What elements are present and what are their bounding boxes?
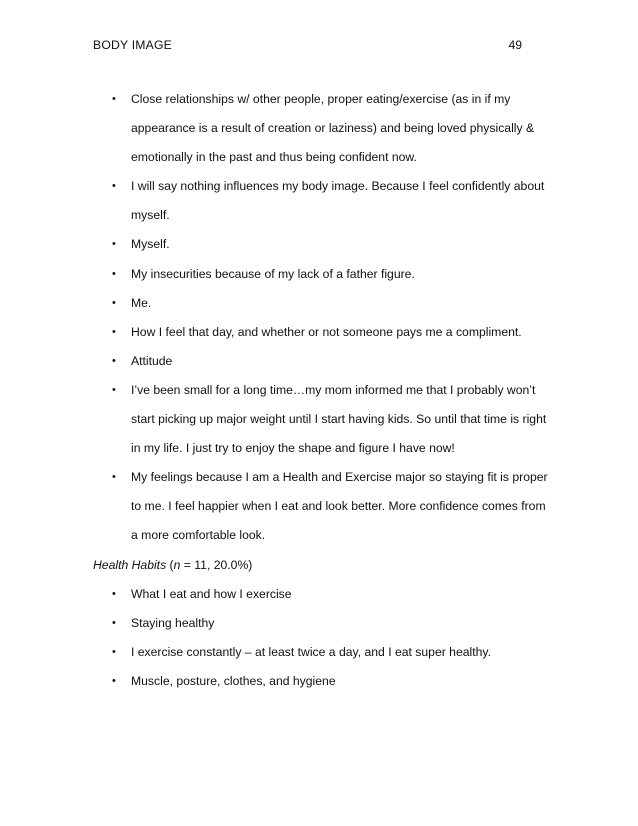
section-heading-title: Health Habits <box>93 557 167 572</box>
list-item-text: Attitude <box>131 353 173 368</box>
list-item <box>93 230 553 259</box>
bullet-icon: • <box>112 471 116 484</box>
bullet-icon: • <box>112 354 116 367</box>
list-item <box>93 85 553 172</box>
list-item-text: I’ve been small for a long time…my mom informed me that I probably won’t start picking up major weight until I start having kids. So until that time is right in my life. I just try to enjoy the shape and figure I have now! <box>131 382 547 456</box>
list-item-text: Close relationships w/ other people, proper eating/exercise (as in if my appearance is a result of creation or laziness) and being loved physically & emotionally in the past and thus being confident now. <box>131 92 535 165</box>
list-item-text: I exercise constantly – at least twice a day, and I eat super healthy. <box>131 644 491 659</box>
section-heading-n-label: n <box>173 557 181 572</box>
list-item <box>93 667 553 696</box>
section-heading-stats: = 11, 20.0%) <box>180 557 253 572</box>
list-item-text: How I feel that day, and whether or not someone pays me a compliment. <box>131 324 522 339</box>
response-list-health-habits <box>93 580 553 696</box>
list-item-text: I will say nothing influences my body image. Because I feel confidently about myself. <box>131 179 545 223</box>
bullet-icon: • <box>112 296 116 309</box>
page-number: 49 <box>508 38 522 52</box>
list-item <box>93 609 553 638</box>
section-heading-health-habits <box>93 551 553 580</box>
running-head <box>93 38 522 54</box>
list-item-text: What I eat and how I exercise <box>131 586 292 601</box>
bullet-icon: • <box>112 267 116 280</box>
bullet-icon: • <box>112 325 116 338</box>
list-item-text: My feelings because I am a Health and Exercise major so staying fit is proper to me. I feel happier when I eat and look better. More confidence comes from a more comfortable look. <box>131 470 548 543</box>
list-item-text: Me. <box>131 295 152 310</box>
list-item <box>93 172 553 230</box>
bullet-icon: • <box>112 587 116 600</box>
bullet-icon: • <box>112 674 116 687</box>
list-item <box>93 376 553 463</box>
list-item <box>93 260 553 289</box>
list-item <box>93 463 553 550</box>
list-item-text: Staying healthy <box>131 615 215 630</box>
list-item <box>93 347 553 376</box>
response-list-body-image <box>93 85 553 551</box>
bullet-icon: • <box>112 383 116 396</box>
bullet-icon: • <box>112 645 116 658</box>
list-item <box>93 580 553 609</box>
bullet-icon: • <box>112 616 116 629</box>
section-heading-open: ( <box>166 557 174 572</box>
bullet-icon: • <box>112 238 116 251</box>
list-item <box>93 318 553 347</box>
list-item-text: Muscle, posture, clothes, and hygiene <box>131 673 336 688</box>
document-body <box>93 85 553 696</box>
list-item-text: My insecurities because of my lack of a father figure. <box>131 266 415 281</box>
list-item-text: Myself. <box>131 237 170 252</box>
bullet-icon: • <box>112 93 116 105</box>
list-item <box>93 638 553 667</box>
bullet-icon: • <box>112 180 116 193</box>
running-head-title: BODY IMAGE <box>93 38 172 52</box>
list-item <box>93 289 553 318</box>
